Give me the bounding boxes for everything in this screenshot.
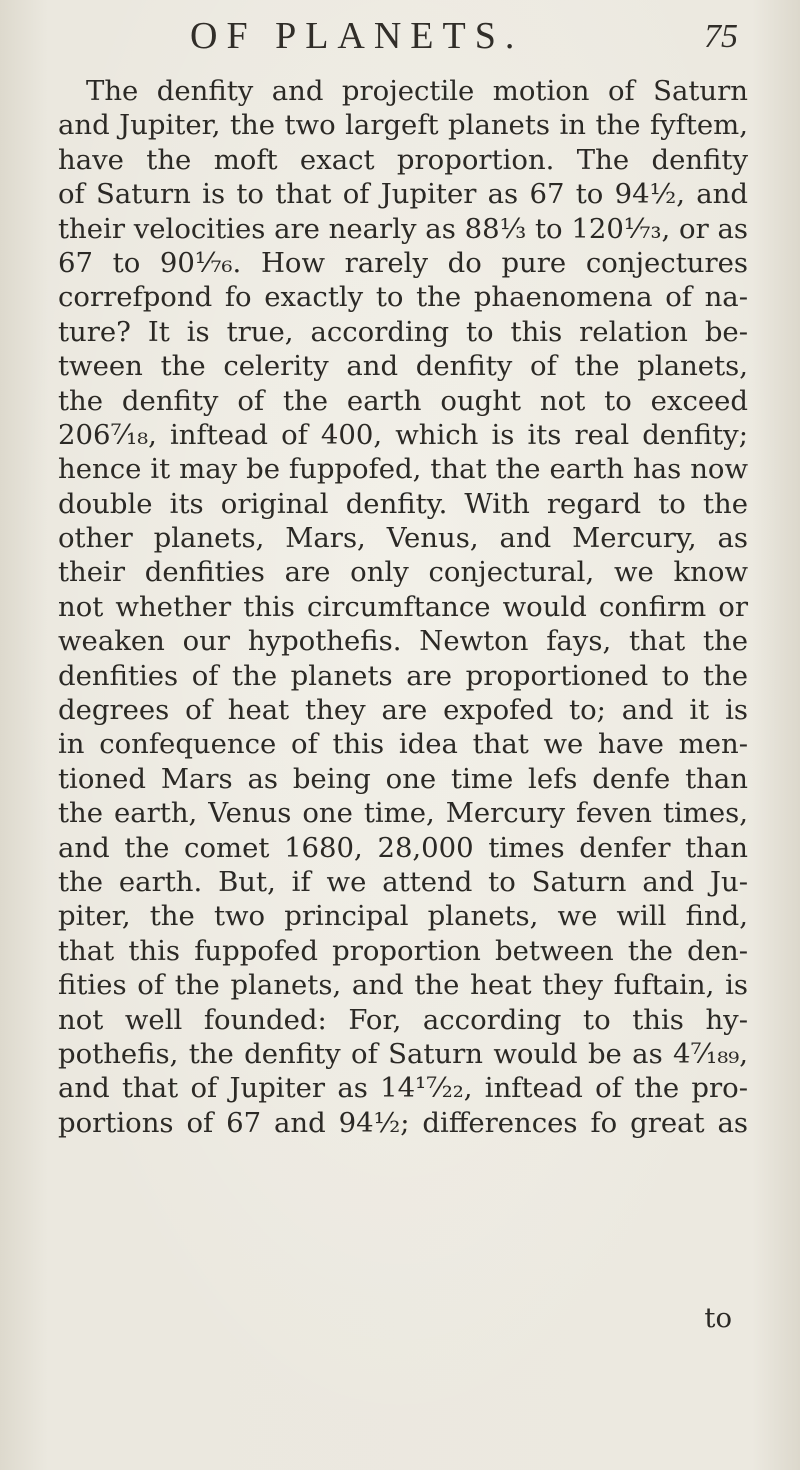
text-line: double its original denfity. With regard to the xyxy=(58,487,748,520)
text-line: the denfity of the earth ought not to exceed xyxy=(58,384,748,417)
catchword: to xyxy=(704,1302,732,1334)
text-line: hence it may be fuppofed, that the earth has now xyxy=(58,453,748,486)
text-line: 67 to 90¹⁄₇₆. How rarely do pure conjectures xyxy=(58,246,748,279)
text-line: tioned Mars as being one time lefs denfe than xyxy=(58,762,748,795)
text-line: not whether this circumftance would confirm or xyxy=(58,590,748,623)
text-line: 206⁷⁄₁₈, inftead of 400, which is its real denfity; xyxy=(58,418,748,451)
text-line: not well founded: For, according to this hy- xyxy=(58,1003,748,1036)
text-line: ture? It is true, according to this relation be- xyxy=(58,315,748,348)
text-line: degrees of heat they are expofed to; and it is xyxy=(58,694,748,727)
text-line: the earth. But, if we attend to Saturn and Ju- xyxy=(58,865,748,898)
text-line: piter, the two principal planets, we will find, xyxy=(58,900,748,933)
text-line: their velocities are nearly as 88⅓ to 120¹⁄₇₃, or as xyxy=(58,212,748,245)
page-header xyxy=(0,14,800,58)
text-line: denfities of the planets are proportioned to the xyxy=(58,659,748,692)
running-head: OF PLANETS. xyxy=(190,15,524,57)
text-line: fities of the planets, and the heat they fuftain, is xyxy=(58,969,748,1002)
text-line: have the moft exact proportion. The denfity xyxy=(58,143,748,176)
text-line: the earth, Venus one time, Mercury feven times, xyxy=(58,797,748,830)
text-line: weaken our hypothefis. Newton fays, that the xyxy=(58,625,748,658)
text-line: and Jupiter, the two largeft planets in the fyftem, xyxy=(58,109,748,142)
text-line: that this fuppofed proportion between the den- xyxy=(58,934,748,967)
text-line: their denfities are only conjectural, we know xyxy=(58,556,748,589)
text-line: and that of Jupiter as 14¹⁷⁄₂₂, inftead of the pro- xyxy=(58,1072,748,1105)
text-line: pothefis, the denfity of Saturn would be as 4⁷⁄₁₈₉, xyxy=(58,1037,748,1070)
text-line: tween the celerity and denfity of the planets, xyxy=(58,350,748,383)
text-line: correfpond fo exactly to the phaenomena of na- xyxy=(58,281,748,314)
text-line: in confequence of this idea that we have men- xyxy=(58,728,748,761)
text-line: and the comet 1680, 28,000 times denfer than xyxy=(58,831,748,864)
text-line: other planets, Mars, Venus, and Mercury, as xyxy=(58,522,748,555)
text-line: portions of 67 and 94½; differences fo great as xyxy=(58,1106,748,1139)
body-text xyxy=(58,74,748,1140)
page-number: 75 xyxy=(704,18,738,55)
text-line: of Saturn is to that of Jupiter as 67 to 94½, and xyxy=(58,178,748,211)
text-line: The denfity and projectile motion of Saturn xyxy=(86,75,748,107)
